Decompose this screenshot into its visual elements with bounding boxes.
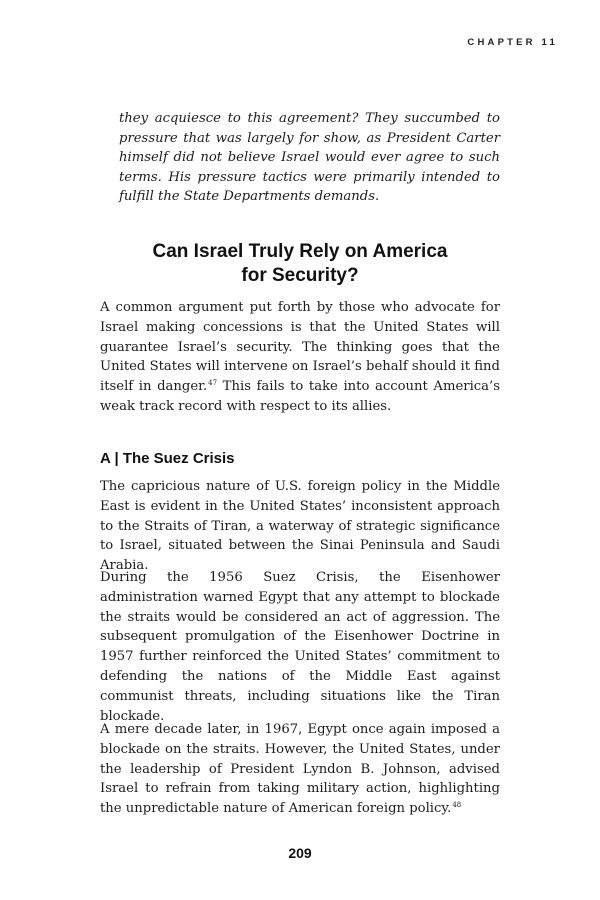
- paragraph-suez-1956: During the 1956 Suez Crisis, the Eisenhower administration warned Egypt that any attempt to blockade the straits would be considered an act of aggression. The subsequent promulgation of the Eisenhower Doctrine in 1957 further reinforced the United States’ commitment to defending the nations of the Middle East against communist threats, including situations like the Tiran blockade.: [100, 570, 500, 724]
- intro-text: A common argument put forth by those who advocate for Israel making concessions is that the United States will guarantee Israel’s security. The thinking goes that the United States will intervene on Israel’s behalf should it find itself in danger.: [100, 300, 500, 395]
- footnote-ref-47[interactable]: 47: [208, 378, 218, 387]
- paragraph-1967-blockade: [100, 720, 500, 819]
- section-heading-line-1: Can Israel Truly Rely on America: [152, 241, 448, 262]
- intro-text-continued: This fails to take into account America’s weak track record with respect to its allies.: [100, 379, 500, 414]
- page-number: 209: [288, 845, 312, 861]
- footnote-ref-48[interactable]: 48: [452, 800, 462, 809]
- paragraph-straits: The capricious nature of U.S. foreign policy in the Middle East is evident in the United States’ inconsistent approach to the Straits of Tiran, a waterway of strategic significance to Israel, situated between the Sinai Peninsula and Saudi Arabia.: [100, 479, 500, 574]
- paragraph-1967-text: A mere decade later, in 1967, Egypt once again imposed a blockade on the straits. However, the United States, under the leadership of President Lyndon B. Johnson, advised Israel to refrain from taking military action, highlighting the unpredictable nature of American foreign policy.: [100, 722, 500, 817]
- running-head: CHAPTER 11: [467, 37, 558, 48]
- section-heading-line-2: for Security?: [241, 265, 359, 286]
- subsection-heading: A | The Suez Crisis: [100, 450, 235, 467]
- block-quote: they acquiesce to this agreement? They succumbed to pressure that was largely for show, as President Carter himself did not believe Israel would ever agree to such terms. His pressure tactics were primarily intended to fulfill the State Departments demands.: [119, 111, 500, 205]
- intro-paragraph: [100, 298, 500, 417]
- section-heading: [100, 240, 500, 288]
